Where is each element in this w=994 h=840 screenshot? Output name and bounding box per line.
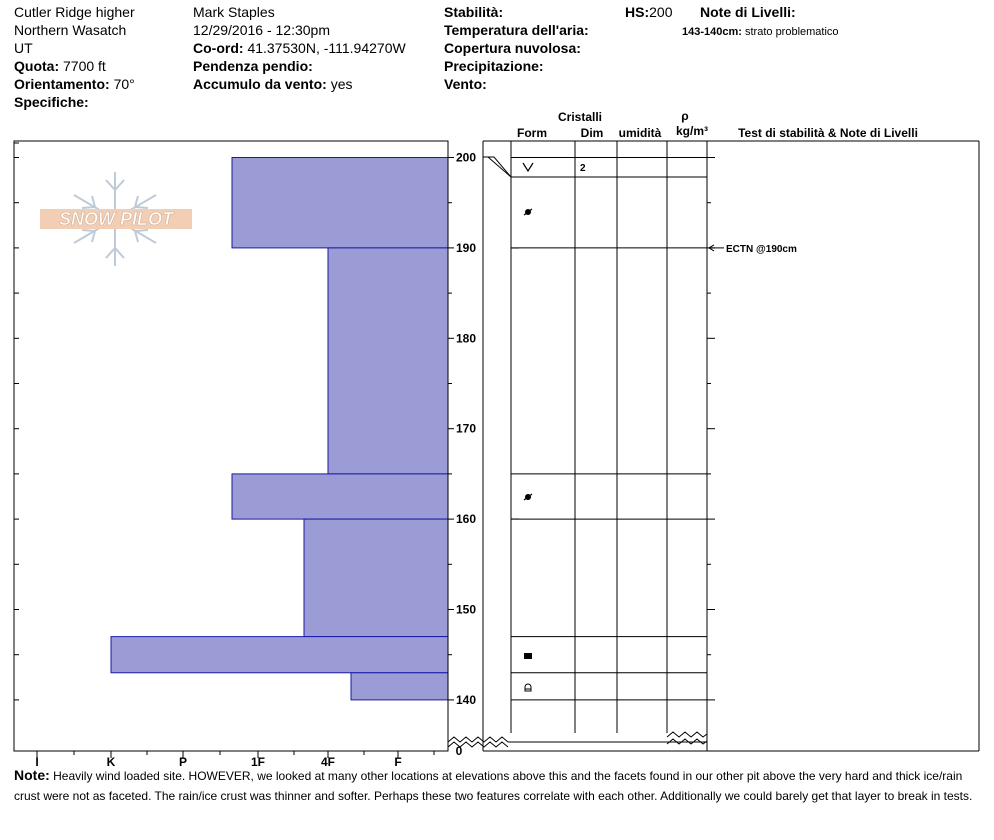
site-range: Northern Wasatch [14,22,127,38]
ice-crust-icon [524,653,532,659]
depth-tick-label: 160 [455,512,477,527]
aspect-value: 70° [113,76,135,92]
layer-note-range: 143-140cm: [682,26,742,38]
hardness-tick-label: P [178,755,188,766]
hs-value: 200 [649,4,673,20]
test-label: ECTN @190cm [726,243,797,255]
rounded-facet-icon [525,684,531,691]
wind-label: Vento: [444,76,487,92]
air-temp-label: Temperatura dell'aria: [444,22,589,38]
size-header: Dim [580,126,604,140]
slope-label: Pendenza pendio: [193,58,313,74]
coord-label: Co-ord: [193,40,244,56]
coord-value: 41.37530N, -111.94270W [247,40,406,56]
note-label: Note: [14,767,50,783]
specifics-label: Specifiche: [14,94,89,110]
logo-text: SNOW PILOT [59,209,173,229]
aspect-label: Orientamento: [14,76,110,92]
crystal-size-value: 2 [580,163,586,174]
elevation-label: Quota: [14,58,60,74]
depth-zero-label: 0 [455,744,463,758]
moisture-header: umidità [618,126,662,140]
faceted-round-icon [524,209,532,215]
axis-break-marks [448,732,707,747]
elevation-value: 7700 ft [63,58,106,74]
hardness-tick-label: 4F [320,755,336,766]
density-unit-header: kg/m³ [675,124,709,138]
layer-note-text: strato problematico [745,26,839,38]
depth-hoar-icon [523,163,533,171]
rho-header: ρ [681,109,689,123]
observer-name: Mark Staples [193,4,275,20]
observation-datetime: 12/29/2016 - 12:30pm [193,22,330,38]
depth-tick-label: 200 [455,150,477,165]
layer-bar [232,158,448,248]
hs-label: HS: [625,4,650,20]
tests-header: Test di stabilità & Note di Livelli [738,126,918,140]
precip-label: Precipitazione: [444,58,544,74]
depth-tick-label: 180 [455,331,477,346]
wind-loading-value: yes [330,76,353,92]
snowpilot-logo [40,172,192,266]
hardness-tick-label: F [394,755,402,766]
faceted-round-icon [524,494,532,500]
site-state: UT [14,40,33,56]
layer-bar [351,673,448,700]
layer-bar [232,474,448,519]
hardness-tick-label: I [35,755,39,766]
stability-label: Stabilità: [444,4,504,20]
wind-loading-label: Accumulo da vento: [193,76,327,92]
cloud-label: Copertura nuvolosa: [444,40,581,56]
layer-bar [111,637,448,673]
profile-note [14,766,984,806]
surface-connector [488,157,511,177]
layer-bar [304,519,448,637]
depth-tick-label: 170 [455,421,477,436]
site-name: Cutler Ridge higher [14,4,135,20]
hardness-tick-label: K [106,755,116,766]
layer-notes-label: Note di Livelli: [700,4,796,20]
hardness-tick-label: 1F [250,755,266,766]
form-column-ticks [511,248,519,519]
depth-tick-label: 140 [455,692,477,707]
depth-tick-label: 150 [455,602,477,617]
crystals-header: Cristalli [557,110,603,124]
crystal-table [483,141,979,751]
note-text: Heavily wind loaded site. HOWEVER, we looked at many other locations at elevations above this and the facets found in our other pit above the very hard and thick ice/rain crust were not as faceted. The rain/ice crust was thinner and softer. Perhaps these two features correlate with each other. Additionally we could barely get that layer to break in tests. [14,769,973,803]
form-header: Form [517,126,547,140]
layer-bar [328,248,448,474]
depth-tick-label: 190 [455,240,477,255]
